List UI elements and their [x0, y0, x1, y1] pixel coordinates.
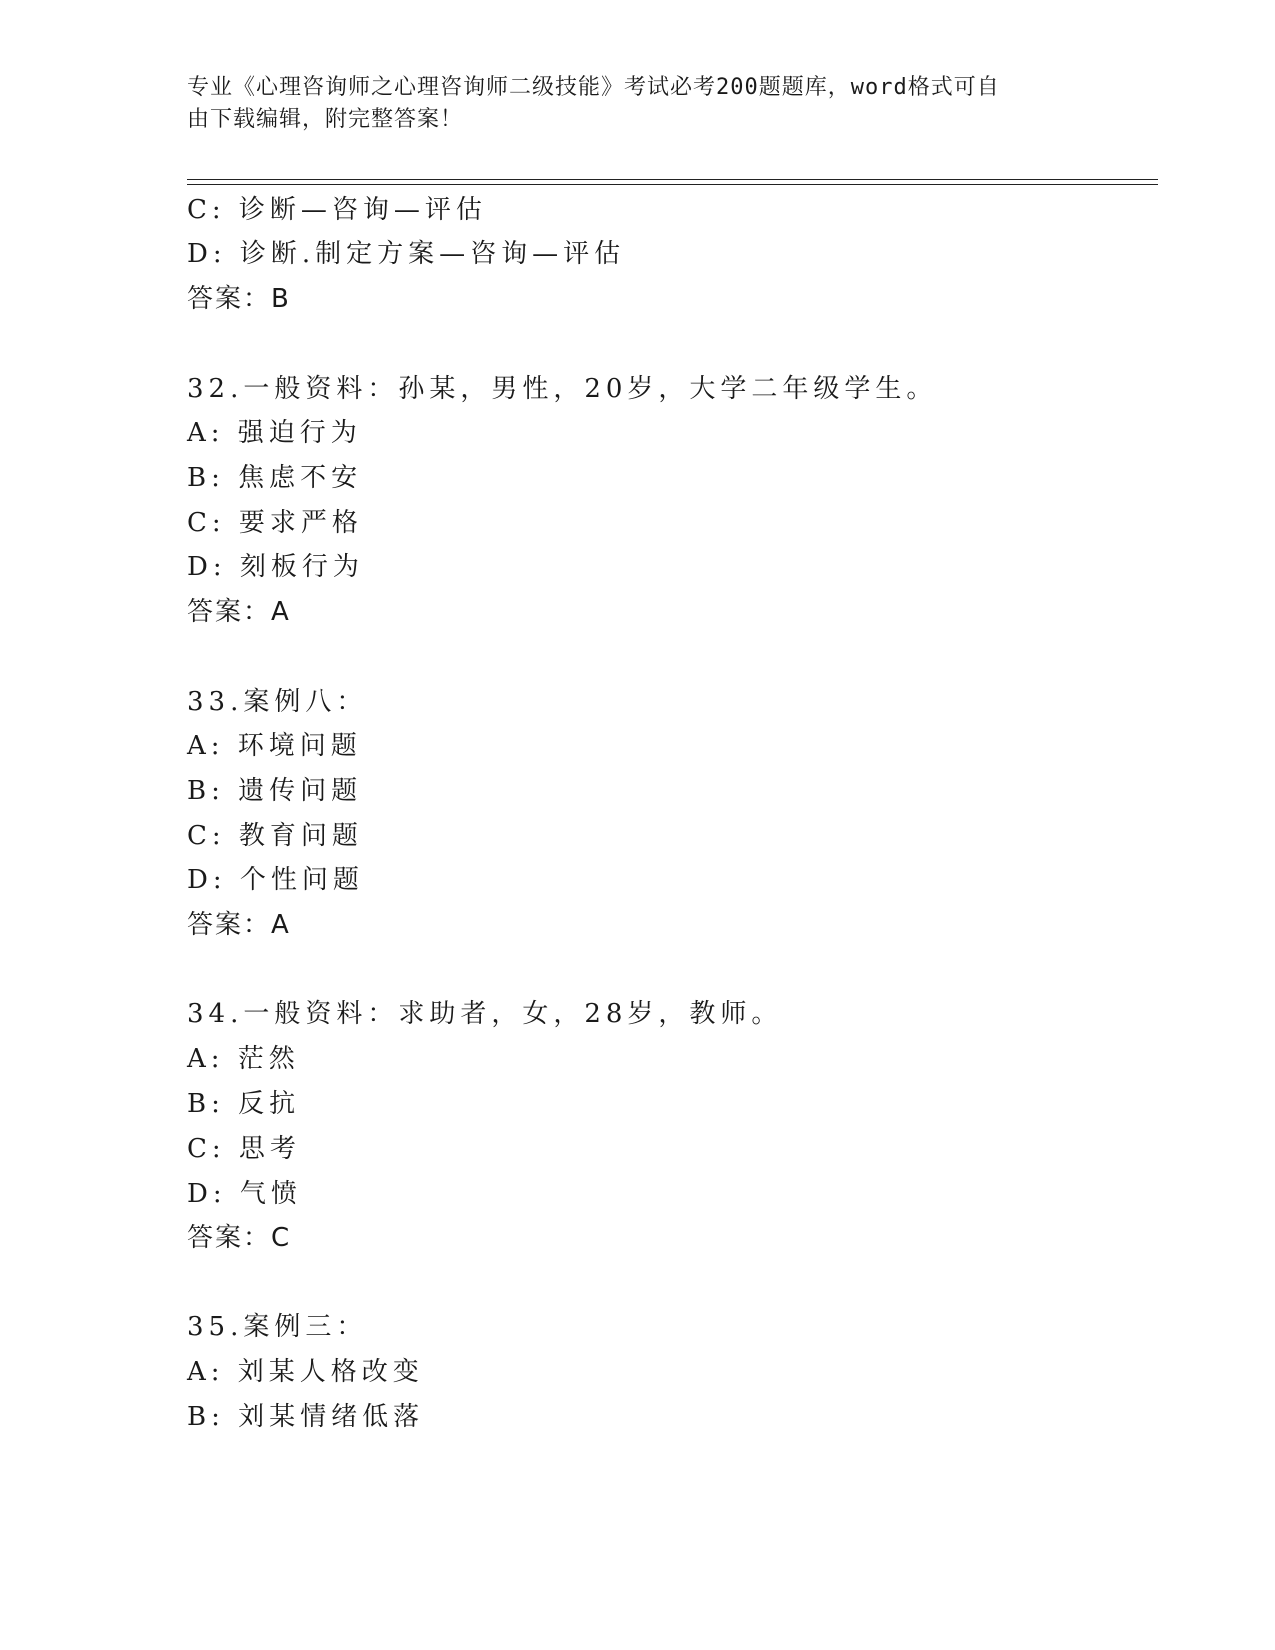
question-stem: 34.一般资料：求助者，女，28岁，教师。: [187, 999, 783, 1029]
option-line: C: 要求严格: [187, 508, 363, 538]
answer-line: 答案：C: [187, 1223, 292, 1253]
question-stem: 32.一般资料：孙某，男性，20岁，大学二年级学生。: [187, 374, 938, 404]
option-line: D: 气愤: [187, 1179, 302, 1209]
option-line: C: 思考: [187, 1134, 301, 1164]
document-header: [187, 72, 1087, 136]
answer-line: 答案：A: [187, 597, 291, 627]
option-line: D: 诊断.制定方案—咨询—评估: [187, 239, 626, 269]
question-stem: 33.案例八：: [187, 687, 368, 717]
header-line-2: 由下载编辑，附完整答案！: [187, 107, 464, 132]
header-divider-top: [187, 179, 1158, 180]
option-line: A: 环境问题: [187, 731, 362, 761]
answer-line: 答案：A: [187, 910, 291, 940]
answer-line: 答案：B: [187, 284, 291, 314]
option-line: D: 刻板行为: [187, 552, 364, 582]
option-line: B: 反抗: [187, 1089, 301, 1119]
header-divider-bottom: [187, 184, 1158, 185]
option-line: C: 诊断—咨询—评估: [187, 195, 487, 225]
option-line: A: 强迫行为: [187, 418, 362, 448]
header-line-1: 专业《心理咨询师之心理咨询师二级技能》考试必考200题题库，word格式可自: [187, 75, 1000, 100]
option-line: B: 焦虑不安: [187, 463, 363, 493]
option-line: D: 个性问题: [187, 865, 364, 895]
question-stem: 35.案例三：: [187, 1312, 368, 1342]
option-line: A: 刘某人格改变: [187, 1357, 424, 1387]
option-line: C: 教育问题: [187, 821, 363, 851]
option-line: A: 茫然: [187, 1044, 300, 1074]
option-line: B: 刘某情绪低落: [187, 1402, 425, 1432]
option-line: B: 遗传问题: [187, 776, 363, 806]
